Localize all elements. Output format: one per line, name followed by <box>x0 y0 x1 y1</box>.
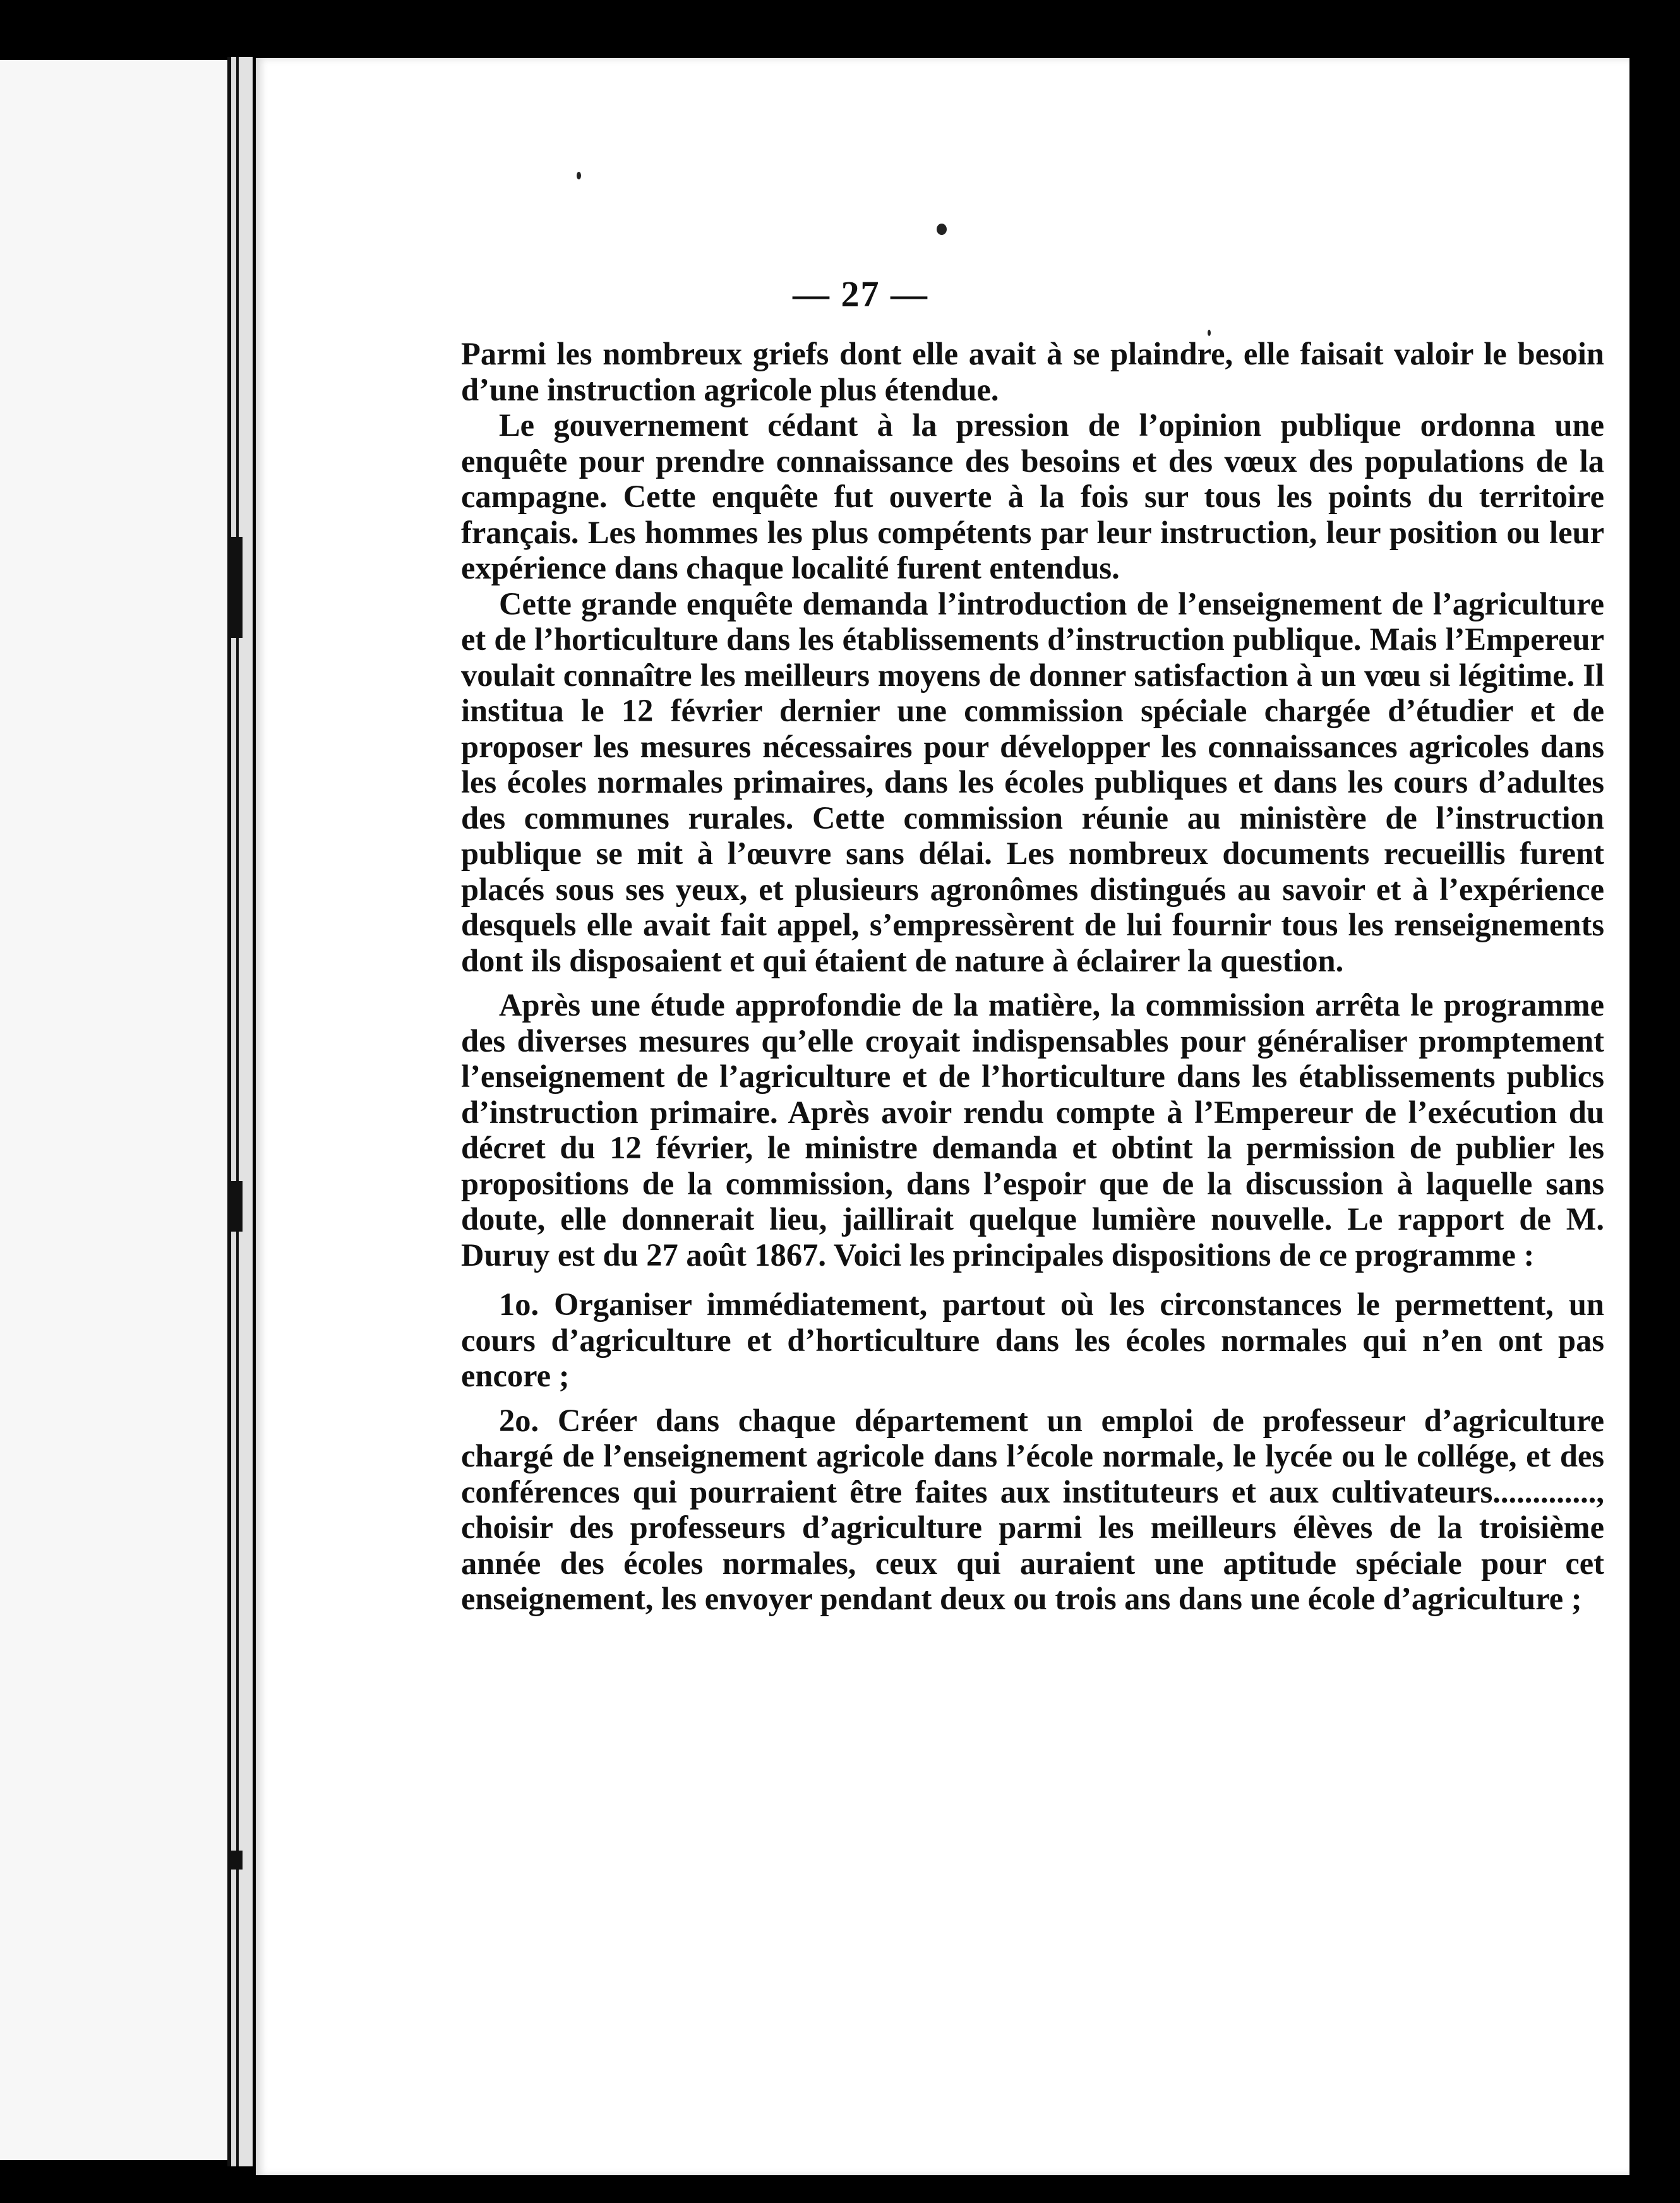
book-binding <box>227 57 253 2166</box>
ink-speck <box>1208 330 1211 336</box>
binding-stitch <box>229 537 243 638</box>
binding-stitch <box>229 1181 243 1232</box>
book-page <box>256 58 1629 2175</box>
paragraph: Cette grande enquête demanda l’introduction de l’enseignement de l’agriculture et de l’horticulture dans les établissements d’instruction publique. Mais l’Empereur voulait connaître les meilleurs moyens de donner satisfaction à un vœu si légitime. Il institua le 12 février dernier une commission spéciale chargée d’étudier et de proposer les mesures nécessaires pour développer les connaissances agricoles dans les écoles normales primaires, dans les écoles publiques et dans les cours d’adultes des communes rurales. Cette commission réunie au ministère de l’instruction publique se mit à l’œuvre sans délai. Les nombreux documents recueillis furent placés sous ses yeux, et plusieurs agronômes distingués au savoir et à l’expérience desquels elle avait fait appel, s’empressèrent de lui fournir tous les renseignements dont ils disposaient et qui étaient de nature à éclairer la question. <box>461 585 1604 978</box>
page-number: — 27 — <box>793 273 928 315</box>
paragraph: Après une étude approfondie de la matière, la commission arrêta le programme des diverses mesures qu’elle croyait indispensables pour généraliser promptement l’enseignement de l’agriculture et de l’horticulture dans les établissements publics d’instruction primaire. Après avoir rendu compte à l’Empereur de l’exécution du décret du 12 février, le ministre demanda et obtint la permission de publier les propositions de la commission, dans l’espoir que de la discussion à laquelle sans doute, elle donnerait lieu, jaillirait quelque lumière nouvelle. Le rapport de M. Duruy est du 27 août 1867. Voici les principales dispositions de ce programme : <box>461 987 1604 1273</box>
body-text <box>461 336 1604 1617</box>
paragraph: Le gouvernement cédant à la pression de l’opinion publique ordonna une enquête pour prendre connaissance des besoins et des vœux des populations de la campagne. Cette enquête fut ouverte à la fois sur tous les points du territoire français. Les hommes les plus compétents par leur instruction, leur position ou leur expérience dans chaque localité furent entendus. <box>461 407 1604 585</box>
binding-stitch <box>229 1851 243 1870</box>
list-item: 1o. Organiser immédiatement, partout où les circonstances le permettent, un cours d’agriculture et d’horticulture dans les écoles normales qui n’en ont pas encore ; <box>461 1287 1604 1393</box>
list-item: 2o. Créer dans chaque département un emploi de professeur d’agriculture chargé de l’enseignement agricole dans l’école normale, le lycée ou le collége, et des conférences qui pourraient être faites aux instituteurs et aux cultivateurs............., choisir des professeurs d’agriculture parmi les meilleurs élèves de la troisième année des écoles normales, ceux qui auraient une aptitude spéciale pour cet enseignement, les envoyer pendant deux ou trois ans dans une école d’agriculture ; <box>461 1402 1604 1616</box>
paragraph: Parmi les nombreux griefs dont elle avait à se plaindre, elle faisait valoir le besoin d’une instruction agricole plus étendue. <box>461 336 1604 407</box>
ink-speck <box>937 224 947 235</box>
facing-page-edge <box>0 60 251 2160</box>
ink-speck <box>577 172 581 179</box>
